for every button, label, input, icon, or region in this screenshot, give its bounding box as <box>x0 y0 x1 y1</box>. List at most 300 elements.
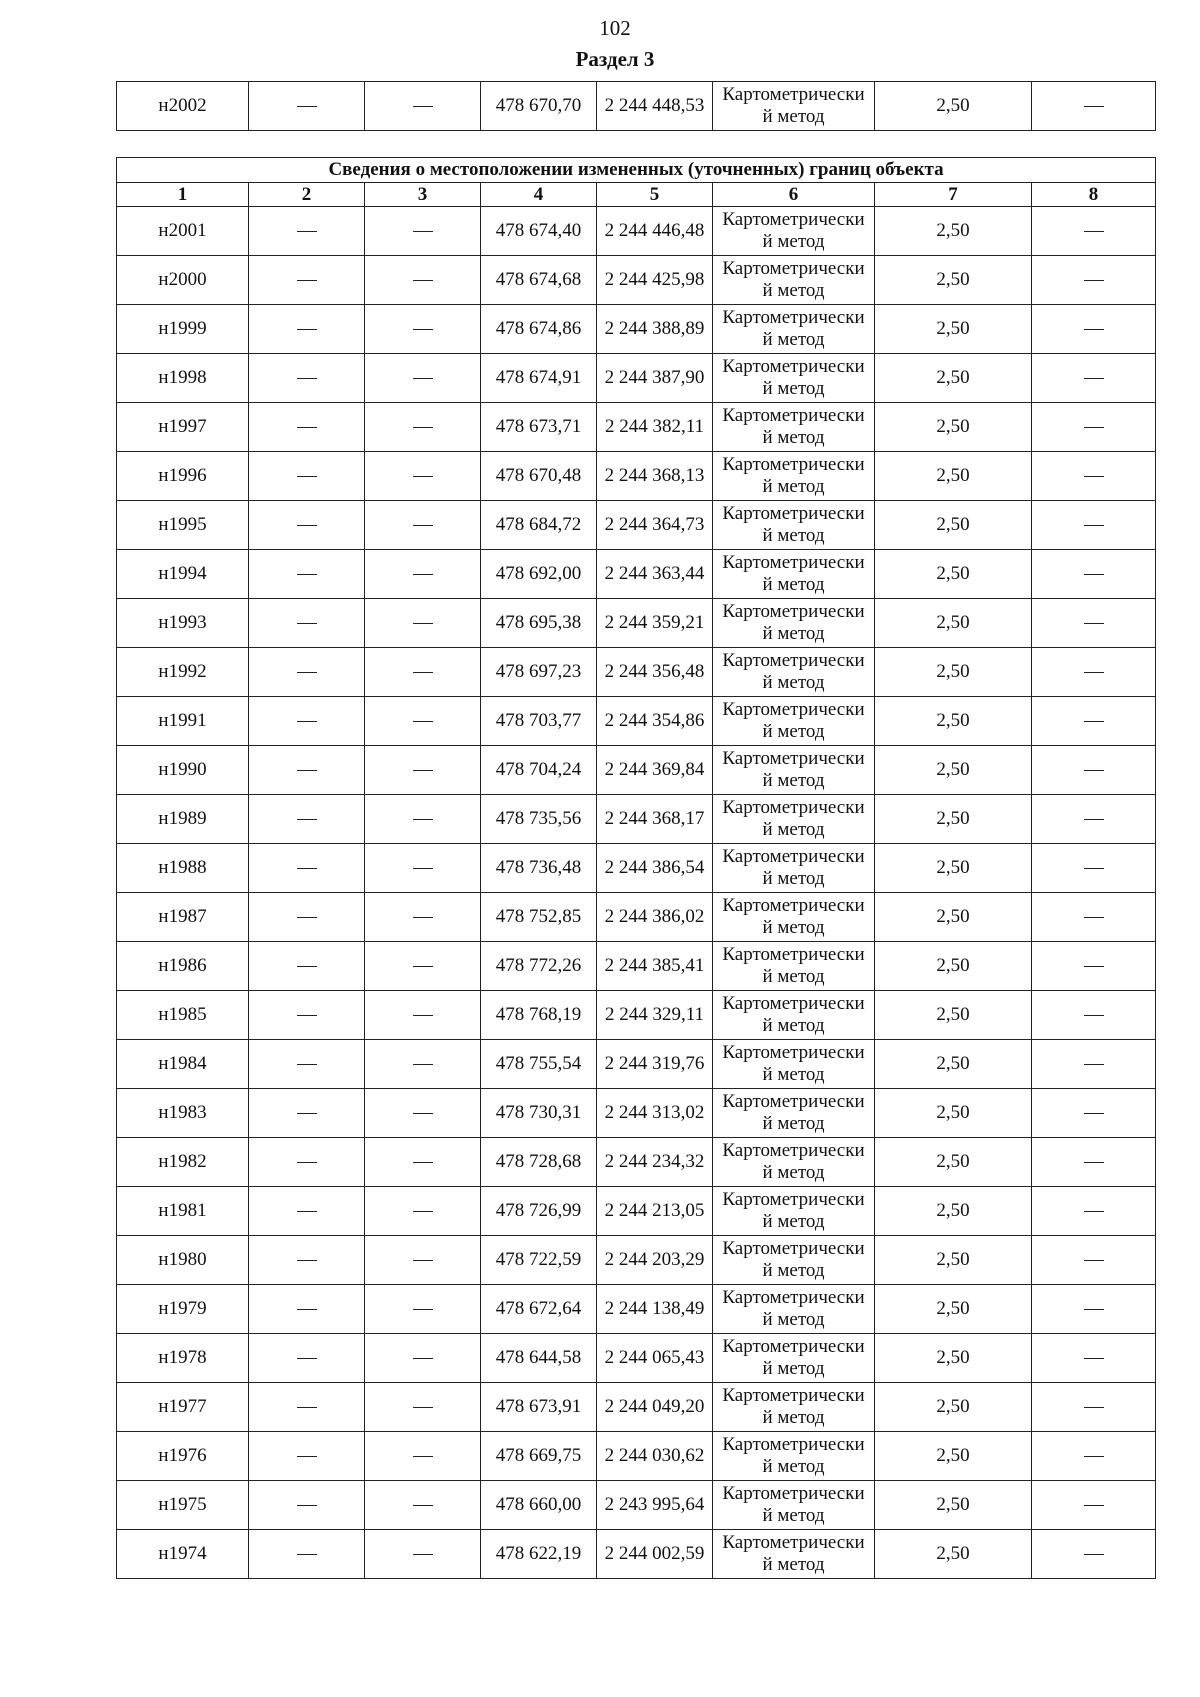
col3-cell <box>365 1187 481 1236</box>
col2-cell <box>249 697 365 746</box>
accuracy-cell: 2,50 <box>875 1089 1032 1138</box>
col3-cell <box>365 1089 481 1138</box>
dash-mark <box>297 868 317 869</box>
x-coordinate-cell: 478 736,48 <box>481 844 597 893</box>
dash-mark <box>1084 966 1104 967</box>
method-cell: Картометрически й метод <box>713 256 875 305</box>
point-id-cell: н1986 <box>117 942 249 991</box>
point-id-cell: н1997 <box>117 403 249 452</box>
dash-mark <box>413 917 433 918</box>
dash-mark <box>1084 427 1104 428</box>
y-coordinate-cell: 2 244 319,76 <box>597 1040 713 1089</box>
col3-cell <box>365 452 481 501</box>
column-header: 1 <box>117 183 249 207</box>
dash-mark <box>297 966 317 967</box>
col2-cell <box>249 354 365 403</box>
dash-mark <box>413 280 433 281</box>
y-coordinate-cell: 2 244 448,53 <box>597 82 713 131</box>
col8-cell <box>1032 599 1156 648</box>
point-id-cell: н1988 <box>117 844 249 893</box>
dash-mark <box>1084 721 1104 722</box>
accuracy-cell: 2,50 <box>875 746 1032 795</box>
x-coordinate-cell: 478 644,58 <box>481 1334 597 1383</box>
y-coordinate-cell: 2 244 364,73 <box>597 501 713 550</box>
col2-cell <box>249 1432 365 1481</box>
table-row <box>117 354 1156 403</box>
x-coordinate-cell: 478 752,85 <box>481 893 597 942</box>
col3-cell <box>365 844 481 893</box>
col3-cell <box>365 550 481 599</box>
col3-cell <box>365 207 481 256</box>
table-row <box>117 305 1156 354</box>
col2-cell <box>249 452 365 501</box>
y-coordinate-cell: 2 244 203,29 <box>597 1236 713 1285</box>
x-coordinate-cell: 478 670,70 <box>481 82 597 131</box>
x-coordinate-cell: 478 672,64 <box>481 1285 597 1334</box>
col2-cell <box>249 648 365 697</box>
table-row <box>117 746 1156 795</box>
col3-cell <box>365 1040 481 1089</box>
col2-cell <box>249 1187 365 1236</box>
accuracy-cell: 2,50 <box>875 893 1032 942</box>
method-cell: Картометрически й метод <box>713 1334 875 1383</box>
dash-mark <box>297 1162 317 1163</box>
method-cell: Картометрически й метод <box>713 1285 875 1334</box>
x-coordinate-cell: 478 726,99 <box>481 1187 597 1236</box>
dash-mark <box>413 1113 433 1114</box>
table-row <box>117 1089 1156 1138</box>
col8-cell <box>1032 1236 1156 1285</box>
point-id-cell: н1992 <box>117 648 249 697</box>
method-cell: Картометрически й метод <box>713 452 875 501</box>
accuracy-cell: 2,50 <box>875 1530 1032 1579</box>
dash-mark <box>297 231 317 232</box>
dash-mark <box>413 1260 433 1261</box>
dash-mark <box>297 427 317 428</box>
accuracy-cell: 2,50 <box>875 942 1032 991</box>
point-id-cell: н1983 <box>117 1089 249 1138</box>
dash-mark <box>1084 1407 1104 1408</box>
dash-mark <box>413 819 433 820</box>
dash-mark <box>1084 672 1104 673</box>
point-id-cell: н1976 <box>117 1432 249 1481</box>
method-cell: Картометрически й метод <box>713 893 875 942</box>
method-cell: Картометрически й метод <box>713 648 875 697</box>
x-coordinate-cell: 478 674,86 <box>481 305 597 354</box>
col2-cell <box>249 1285 365 1334</box>
x-coordinate-cell: 478 772,26 <box>481 942 597 991</box>
col3-cell <box>365 354 481 403</box>
dash-mark <box>297 1407 317 1408</box>
accuracy-cell: 2,50 <box>875 403 1032 452</box>
point-id-cell: н1999 <box>117 305 249 354</box>
dash-mark <box>297 329 317 330</box>
x-coordinate-cell: 478 728,68 <box>481 1138 597 1187</box>
y-coordinate-cell: 2 244 363,44 <box>597 550 713 599</box>
dash-mark <box>297 1309 317 1310</box>
dash-mark <box>297 476 317 477</box>
table-title-row <box>117 158 1156 183</box>
col3-cell <box>365 648 481 697</box>
x-coordinate-cell: 478 695,38 <box>481 599 597 648</box>
col2-cell <box>249 893 365 942</box>
table-row <box>117 697 1156 746</box>
col8-cell <box>1032 1481 1156 1530</box>
col8-cell <box>1032 844 1156 893</box>
col2-cell <box>249 1334 365 1383</box>
col2-cell <box>249 844 365 893</box>
col8-cell <box>1032 991 1156 1040</box>
y-coordinate-cell: 2 244 138,49 <box>597 1285 713 1334</box>
y-coordinate-cell: 2 244 369,84 <box>597 746 713 795</box>
col2-cell <box>249 501 365 550</box>
dash-mark <box>297 525 317 526</box>
accuracy-cell: 2,50 <box>875 697 1032 746</box>
dash-mark <box>413 1309 433 1310</box>
method-cell: Картометрически й метод <box>713 991 875 1040</box>
x-coordinate-cell: 478 684,72 <box>481 501 597 550</box>
dash-mark <box>413 525 433 526</box>
table-row <box>117 1285 1156 1334</box>
y-coordinate-cell: 2 244 359,21 <box>597 599 713 648</box>
col2-cell <box>249 942 365 991</box>
col3-cell <box>365 942 481 991</box>
method-cell: Картометрически й метод <box>713 207 875 256</box>
accuracy-cell: 2,50 <box>875 1285 1032 1334</box>
y-coordinate-cell: 2 244 387,90 <box>597 354 713 403</box>
col8-cell <box>1032 746 1156 795</box>
col3-cell <box>365 1530 481 1579</box>
dash-mark <box>413 672 433 673</box>
accuracy-cell: 2,50 <box>875 207 1032 256</box>
page-number: 102 <box>599 16 631 40</box>
x-coordinate-cell: 478 622,19 <box>481 1530 597 1579</box>
dash-mark <box>297 1554 317 1555</box>
point-id-cell: н1990 <box>117 746 249 795</box>
accuracy-cell: 2,50 <box>875 1432 1032 1481</box>
dash-mark <box>297 770 317 771</box>
accuracy-cell: 2,50 <box>875 550 1032 599</box>
col8-cell <box>1032 207 1156 256</box>
col8-cell <box>1032 256 1156 305</box>
method-cell: Картометрически й метод <box>713 1138 875 1187</box>
method-cell: Картометрически й метод <box>713 942 875 991</box>
col3-cell <box>365 1285 481 1334</box>
x-coordinate-cell: 478 673,71 <box>481 403 597 452</box>
column-header: 6 <box>713 183 875 207</box>
accuracy-cell: 2,50 <box>875 1187 1032 1236</box>
boundary-coordinates-body <box>117 158 1156 1579</box>
dash-mark <box>413 574 433 575</box>
dash-mark <box>413 623 433 624</box>
table-row <box>117 1383 1156 1432</box>
dash-mark <box>1084 1358 1104 1359</box>
x-coordinate-cell: 478 660,00 <box>481 1481 597 1530</box>
x-coordinate-cell: 478 674,40 <box>481 207 597 256</box>
table-row <box>117 501 1156 550</box>
x-coordinate-cell: 478 730,31 <box>481 1089 597 1138</box>
dash-mark <box>297 1456 317 1457</box>
point-id-cell: н1998 <box>117 354 249 403</box>
table-row <box>117 648 1156 697</box>
point-id-cell: н2002 <box>117 82 249 131</box>
col8-cell <box>1032 1285 1156 1334</box>
accuracy-cell: 2,50 <box>875 648 1032 697</box>
col2-cell <box>249 1040 365 1089</box>
y-coordinate-cell: 2 244 368,17 <box>597 795 713 844</box>
col2-cell <box>249 1236 365 1285</box>
x-coordinate-cell: 478 692,00 <box>481 550 597 599</box>
method-cell: Картометрически й метод <box>713 599 875 648</box>
y-coordinate-cell: 2 244 382,11 <box>597 403 713 452</box>
column-header: 8 <box>1032 183 1156 207</box>
col8-cell <box>1032 354 1156 403</box>
col3-cell <box>365 1236 481 1285</box>
dash-mark <box>297 1358 317 1359</box>
dash-mark <box>413 770 433 771</box>
col8-cell <box>1032 795 1156 844</box>
table-row <box>117 1530 1156 1579</box>
dash-mark <box>1084 1456 1104 1457</box>
col3-cell <box>365 1481 481 1530</box>
y-coordinate-cell: 2 243 995,64 <box>597 1481 713 1530</box>
method-cell: Картометрически й метод <box>713 844 875 893</box>
col8-cell <box>1032 1530 1156 1579</box>
table-row <box>117 1334 1156 1383</box>
x-coordinate-cell: 478 697,23 <box>481 648 597 697</box>
col8-cell <box>1032 1138 1156 1187</box>
point-id-cell: н1975 <box>117 1481 249 1530</box>
dash-mark <box>413 1505 433 1506</box>
dash-mark <box>1084 819 1104 820</box>
accuracy-cell: 2,50 <box>875 991 1032 1040</box>
dash-mark <box>413 966 433 967</box>
dash-mark <box>1084 280 1104 281</box>
column-header: 5 <box>597 183 713 207</box>
y-coordinate-cell: 2 244 386,02 <box>597 893 713 942</box>
column-header: 7 <box>875 183 1032 207</box>
dash-mark <box>1084 574 1104 575</box>
table-row <box>117 1040 1156 1089</box>
col8-cell <box>1032 501 1156 550</box>
dash-mark <box>1084 1015 1104 1016</box>
x-coordinate-cell: 478 674,91 <box>481 354 597 403</box>
col2-cell <box>249 746 365 795</box>
y-coordinate-cell: 2 244 356,48 <box>597 648 713 697</box>
dash-mark <box>413 378 433 379</box>
dash-mark <box>1084 329 1104 330</box>
dash-mark <box>413 1162 433 1163</box>
table-row <box>117 795 1156 844</box>
accuracy-cell: 2,50 <box>875 1383 1032 1432</box>
col3-cell <box>365 697 481 746</box>
method-cell: Картометрически й метод <box>713 501 875 550</box>
point-id-cell: н1996 <box>117 452 249 501</box>
point-id-cell: н1981 <box>117 1187 249 1236</box>
dash-mark <box>297 280 317 281</box>
point-id-cell: н1995 <box>117 501 249 550</box>
col3-cell <box>365 305 481 354</box>
point-id-cell: н1989 <box>117 795 249 844</box>
boundary-coordinates-table <box>116 157 1156 1579</box>
col3-cell <box>365 1138 481 1187</box>
col3-cell <box>365 599 481 648</box>
table-row <box>117 452 1156 501</box>
col8-cell <box>1032 305 1156 354</box>
dash-mark <box>297 917 317 918</box>
col8-cell <box>1032 1334 1156 1383</box>
dash-mark <box>413 427 433 428</box>
accuracy-cell: 2,50 <box>875 1040 1032 1089</box>
col2-cell <box>249 82 365 131</box>
table-row <box>117 991 1156 1040</box>
col2-cell <box>249 207 365 256</box>
method-cell: Картометрически й метод <box>713 1236 875 1285</box>
point-id-cell: н1978 <box>117 1334 249 1383</box>
dash-mark <box>297 574 317 575</box>
table-row <box>117 893 1156 942</box>
dash-mark <box>413 1015 433 1016</box>
column-header-row <box>117 183 1156 207</box>
dash-mark <box>297 721 317 722</box>
x-coordinate-cell: 478 674,68 <box>481 256 597 305</box>
method-cell: Картометрически й метод <box>713 795 875 844</box>
dash-mark <box>1084 770 1104 771</box>
point-id-cell: н1984 <box>117 1040 249 1089</box>
col3-cell <box>365 82 481 131</box>
col3-cell <box>365 1432 481 1481</box>
column-header: 4 <box>481 183 597 207</box>
col3-cell <box>365 991 481 1040</box>
y-coordinate-cell: 2 244 313,02 <box>597 1089 713 1138</box>
method-cell: Картометрически й метод <box>713 697 875 746</box>
y-coordinate-cell: 2 244 049,20 <box>597 1383 713 1432</box>
x-coordinate-cell: 478 768,19 <box>481 991 597 1040</box>
table-row <box>117 1432 1156 1481</box>
dash-mark <box>297 1015 317 1016</box>
col3-cell <box>365 1383 481 1432</box>
table-row <box>117 403 1156 452</box>
dash-mark <box>297 106 317 107</box>
col2-cell <box>249 795 365 844</box>
dash-mark <box>1084 231 1104 232</box>
dash-mark <box>413 1554 433 1555</box>
dash-mark <box>297 623 317 624</box>
column-header: 2 <box>249 183 365 207</box>
table-row <box>117 1187 1156 1236</box>
method-cell: Картометрически й метод <box>713 1089 875 1138</box>
col2-cell <box>249 1089 365 1138</box>
y-coordinate-cell: 2 244 329,11 <box>597 991 713 1040</box>
dash-mark <box>1084 1554 1104 1555</box>
dash-mark <box>1084 1064 1104 1065</box>
dash-mark <box>413 329 433 330</box>
dash-mark <box>297 672 317 673</box>
col3-cell <box>365 746 481 795</box>
method-cell: Картометрически й метод <box>713 1432 875 1481</box>
col2-cell <box>249 403 365 452</box>
accuracy-cell: 2,50 <box>875 599 1032 648</box>
point-id-cell: н1977 <box>117 1383 249 1432</box>
col3-cell <box>365 501 481 550</box>
y-coordinate-cell: 2 244 368,13 <box>597 452 713 501</box>
col2-cell <box>249 1481 365 1530</box>
dash-mark <box>413 1456 433 1457</box>
dash-mark <box>413 1064 433 1065</box>
dash-mark <box>1084 476 1104 477</box>
continued-coordinates-body <box>117 82 1156 131</box>
point-id-cell: н1994 <box>117 550 249 599</box>
point-id-cell: н1993 <box>117 599 249 648</box>
col2-cell <box>249 550 365 599</box>
table-row <box>117 1481 1156 1530</box>
point-id-cell: н1980 <box>117 1236 249 1285</box>
col8-cell <box>1032 1040 1156 1089</box>
dash-mark <box>1084 1211 1104 1212</box>
method-cell: Картометрически й метод <box>713 82 875 131</box>
y-coordinate-cell: 2 244 386,54 <box>597 844 713 893</box>
col8-cell <box>1032 403 1156 452</box>
section-title: Раздел 3 <box>575 47 655 71</box>
method-cell: Картометрически й метод <box>713 1530 875 1579</box>
table-row <box>117 1138 1156 1187</box>
column-header: 3 <box>365 183 481 207</box>
accuracy-cell: 2,50 <box>875 256 1032 305</box>
col8-cell <box>1032 942 1156 991</box>
method-cell: Картометрически й метод <box>713 1040 875 1089</box>
point-id-cell: н1985 <box>117 991 249 1040</box>
dash-mark <box>1084 868 1104 869</box>
point-id-cell: н1979 <box>117 1285 249 1334</box>
point-id-cell: н1991 <box>117 697 249 746</box>
accuracy-cell: 2,50 <box>875 1481 1032 1530</box>
y-coordinate-cell: 2 244 213,05 <box>597 1187 713 1236</box>
table-row <box>117 599 1156 648</box>
accuracy-cell: 2,50 <box>875 82 1032 131</box>
col8-cell <box>1032 648 1156 697</box>
table-row <box>117 207 1156 256</box>
col8-cell <box>1032 893 1156 942</box>
dash-mark <box>297 1260 317 1261</box>
dash-mark <box>413 868 433 869</box>
accuracy-cell: 2,50 <box>875 354 1032 403</box>
x-coordinate-cell: 478 722,59 <box>481 1236 597 1285</box>
col2-cell <box>249 1383 365 1432</box>
dash-mark <box>297 1113 317 1114</box>
dash-mark <box>413 1211 433 1212</box>
dash-mark <box>1084 1260 1104 1261</box>
accuracy-cell: 2,50 <box>875 305 1032 354</box>
method-cell: Картометрически й метод <box>713 354 875 403</box>
y-coordinate-cell: 2 244 065,43 <box>597 1334 713 1383</box>
y-coordinate-cell: 2 244 234,32 <box>597 1138 713 1187</box>
table-row <box>117 942 1156 991</box>
col3-cell <box>365 893 481 942</box>
col8-cell <box>1032 1383 1156 1432</box>
point-id-cell: н1982 <box>117 1138 249 1187</box>
accuracy-cell: 2,50 <box>875 501 1032 550</box>
dash-mark <box>297 1064 317 1065</box>
col3-cell <box>365 256 481 305</box>
table-row <box>117 844 1156 893</box>
dash-mark <box>1084 1113 1104 1114</box>
accuracy-cell: 2,50 <box>875 1236 1032 1285</box>
table-row <box>117 1236 1156 1285</box>
col2-cell <box>249 991 365 1040</box>
y-coordinate-cell: 2 244 446,48 <box>597 207 713 256</box>
table-title: Сведения о местоположении измененных (уточненных) границ объекта <box>117 158 1156 183</box>
dash-mark <box>297 819 317 820</box>
